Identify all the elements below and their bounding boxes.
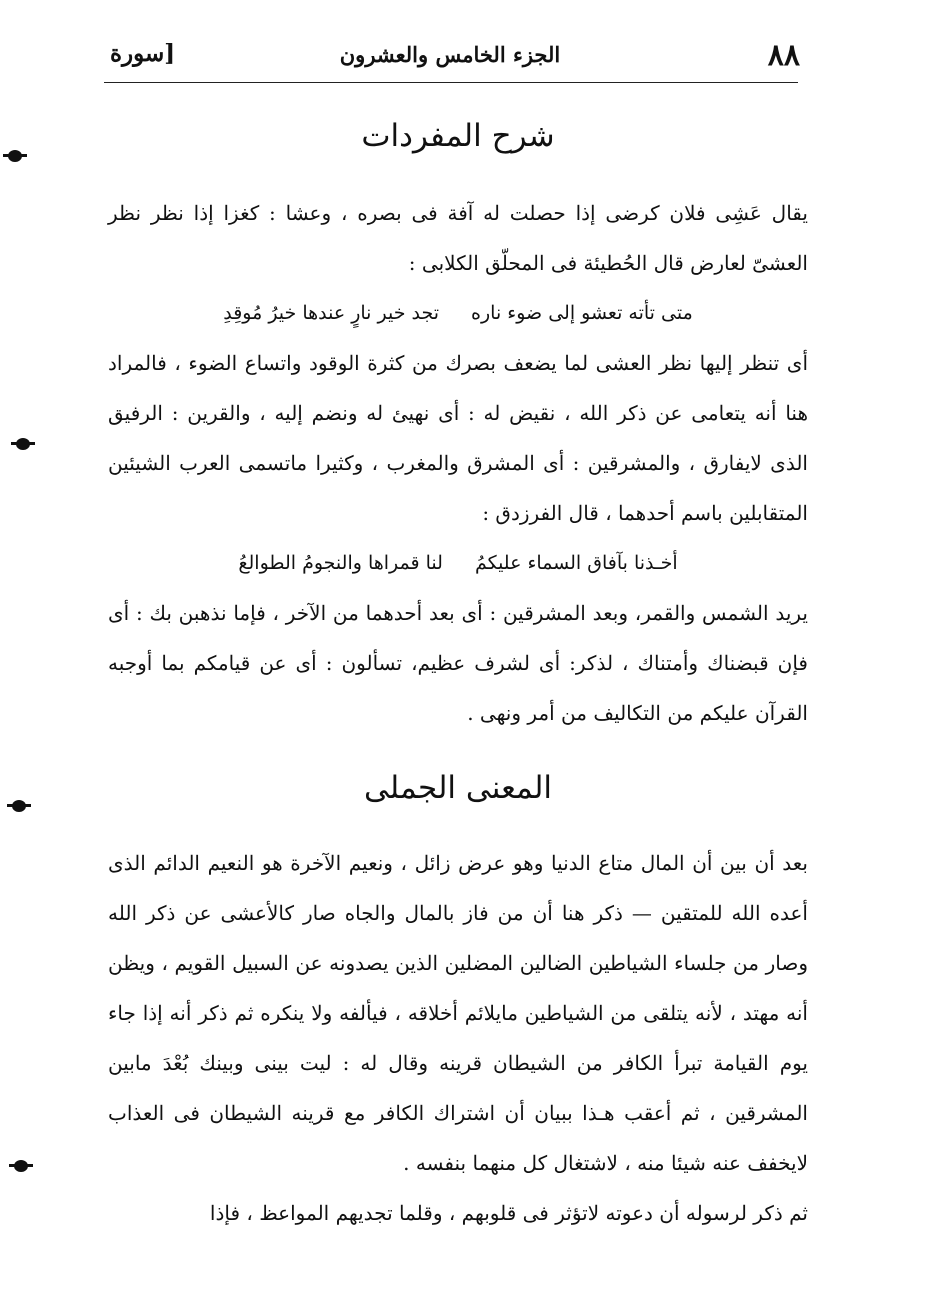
- poetry-verse-2: [108, 538, 808, 588]
- overall-meaning-paragraph-2: ثم ذكر لرسوله أن دعوته لاتؤثر فى قلوبهم ، وقلما تجديهم المواعظ ، فإذا: [209, 1201, 808, 1225]
- margin-mark: [14, 1160, 28, 1172]
- page-number: ٨٨: [767, 38, 800, 73]
- vocabulary-section: [108, 188, 808, 738]
- running-title: الجزء الخامس والعشرون: [339, 42, 561, 67]
- margin-mark: [8, 150, 22, 162]
- overall-meaning-heading: المعنى الجملى: [363, 770, 553, 806]
- overall-meaning-section: [108, 838, 808, 1238]
- verse-1-second-hemistich: تجد خير نارٍ عندها خيرُ مُوقِدِ: [223, 302, 440, 324]
- surah-label: [سورة: [110, 40, 176, 67]
- margin-mark: [16, 438, 30, 450]
- overall-meaning-paragraph-1: بعد أن بين أن المال متاع الدنيا وهو عرض زائل ، ونعيم الآخرة هو النعيم الدائم الذى أعده الله للمتقين — ذكر هنا أن من فاز بالمال والجاه صار كالأعشى عن ذكر الله وصار من جلساء الشياطين الضالين المضلين الذين يصدونه عن السبيل القويم ، ويظن أنه مهتد ، لأنه يتلقى من الشياطين مايلائم أخلاقه ، فيألفه ولا ينكره ثم ذكر أنه إذا جاء يوم القيامة تبرأ الكافر من الشيطان قرينه وقال له : ليت بينى وبينك بُعْدَ مابين المشرقين ، ثم أعقب هـذا ببيان أن اشتراك الكافر مع قرينه الشيطان فى العذاب لايخفف عنه شيئا منه ، لاشتغال كل منهما بنفسه .: [108, 851, 808, 1175]
- verse-1-first-hemistich: متى تأته تعشو إلى ضوء ناره: [471, 302, 693, 324]
- vocabulary-paragraph-3: يريد الشمس والقمر، وبعد المشرقين : أى بعد أحدهما من الآخر ، فإما نذهبن بك : أى فإن قبضناك وأمتناك ، لذكر: أى لشرف عظيم، تسألون : أى عن قيامكم بما أوجبه القرآن عليكم من التكاليف من أمر ونهى .: [108, 601, 808, 725]
- vocabulary-paragraph-2: أى تنظر إليها نظر العشى لما يضعف بصرك من كثرة الوقود واتساع الضوء ، فالمراد هنا أنه يتعامى عن ذكر الله ، نقيض له : أى نهيئ له ونضم إليه ، والقرين : الرفيق الذى لايفارق ، والمشرقين : أى المشرق والمغرب ، وكثيرا ماتسمى العرب الشيئين المتقابلين باسم أحدهما ، قال الفرزدق :: [108, 351, 808, 525]
- margin-mark: [12, 800, 26, 812]
- vocabulary-heading: شرح المفردات: [361, 118, 555, 154]
- verse-2-second-hemistich: لنا قمراها والنجومُ الطوالعُ: [238, 552, 443, 574]
- page-header: [100, 28, 800, 80]
- header-rule: [104, 82, 798, 83]
- verse-2-first-hemistich: أخـذنا بآفاق السماء عليكمُ: [474, 552, 678, 574]
- poetry-verse-1: [108, 288, 808, 338]
- vocabulary-paragraph-1: يقال عَشِى فلان كرضى إذا حصلت له آفة فى بصره ، وعشا : كغزا إذا نظر نظر العشىّ لعارض قال الحُطيئة فى المحلّق الكلابى :: [108, 201, 808, 275]
